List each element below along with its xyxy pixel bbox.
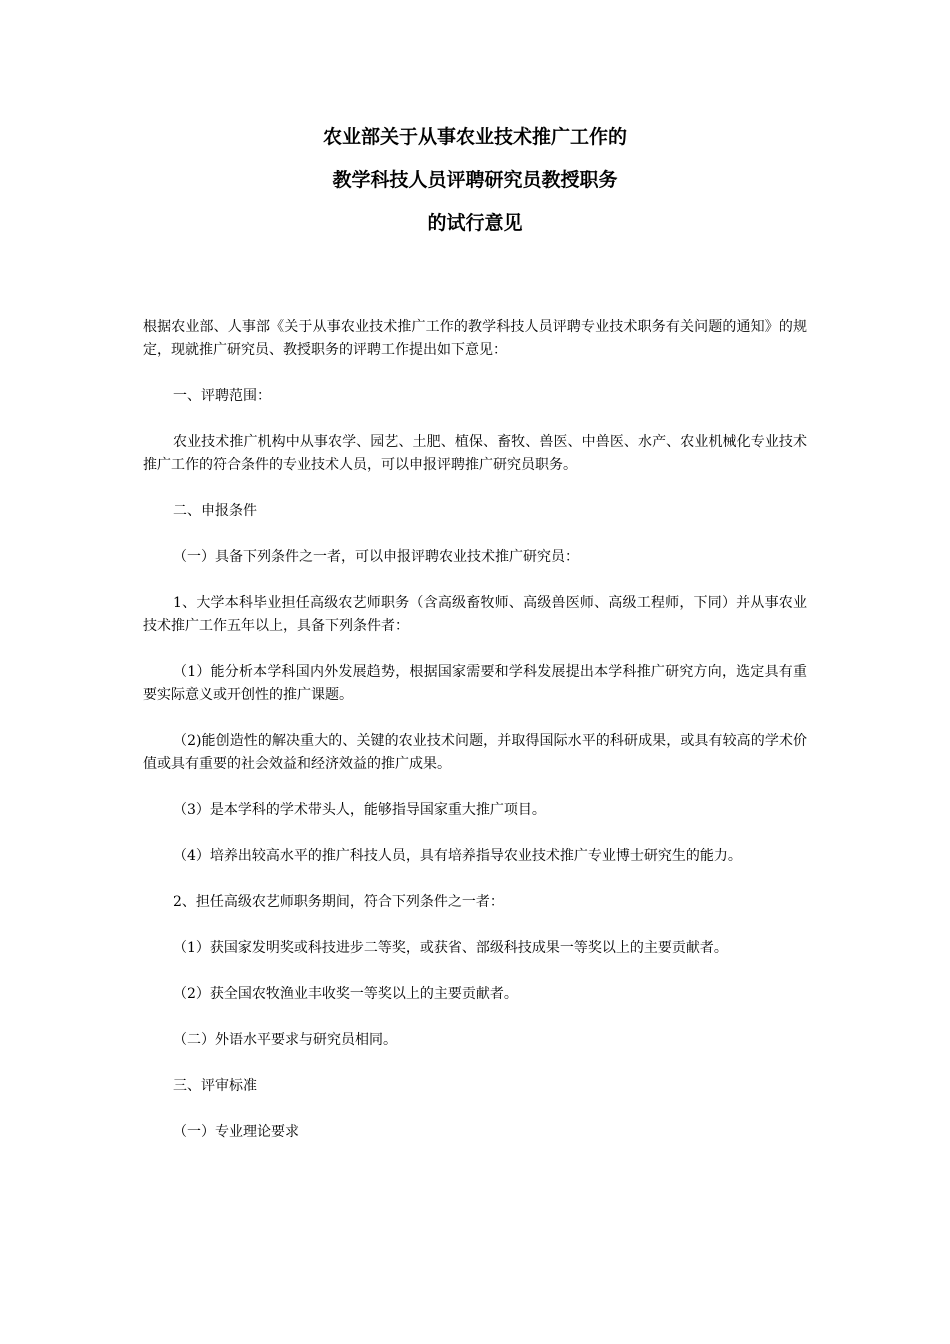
subheading-theory: （一）专业理论要求 <box>173 1124 299 1140</box>
title-line-3: 的试行意见 <box>427 212 523 234</box>
title-line-1: 农业部关于从事农业技术推广工作的 <box>322 126 627 148</box>
document-body <box>143 316 807 1167</box>
paragraph-condition-1-1: （1）能分析本学科国内外发展趋势，根据国家需要和学科发展提出本学科推广研究方向，选定具有重要实际意义或开创性的推广课题。 <box>143 664 807 703</box>
paragraph-condition-1-2: （2)能创造性的解决重大的、关键的农业技术问题，并取得国际水平的科研成果，或具有较高的学术价值或具有重要的社会效益和经济效益的推广成果。 <box>143 733 807 772</box>
paragraph-intro: 根据农业部、人事部《关于从事农业技术推广工作的教学科技人员评聘专业技术职务有关问题的通知》的规定，现就推广研究员、教授职务的评聘工作提出如下意见： <box>143 319 807 358</box>
paragraph-scope: 农业技术推广机构中从事农学、园艺、土肥、植保、畜牧、兽医、中兽医、水产、农业机械化专业技术推广工作的符合条件的专业技术人员，可以申报评聘推广研究员职务。 <box>143 434 807 473</box>
paragraph-condition-2: 2、担任高级农艺师职务期间，符合下列条件之一者： <box>173 894 504 910</box>
paragraph-condition-2-1: （1）获国家发明奖或科技进步二等奖，或获省、部级科技成果一等奖以上的主要贡献者。 <box>173 940 728 956</box>
heading-scope: 一、评聘范围： <box>173 388 271 404</box>
paragraph-language: （二）外语水平要求与研究员相同。 <box>173 1032 397 1048</box>
heading-conditions: 二、申报条件 <box>173 503 257 519</box>
heading-standards: 三、评审标准 <box>173 1078 257 1094</box>
document-title <box>143 116 807 245</box>
paragraph-condition-2-2: （2）获全国农牧渔业丰收奖一等奖以上的主要贡献者。 <box>173 986 518 1002</box>
paragraph-condition-1: 1、大学本科毕业担任高级农艺师职务（含高级畜牧师、高级兽医师、高级工程师，下同）并从事农业技术推广工作五年以上，具备下列条件者： <box>143 595 807 634</box>
subheading-conditions-1: （一）具备下列条件之一者，可以申报评聘农业技术推广研究员： <box>173 549 579 565</box>
paragraph-condition-1-3: （3）是本学科的学术带头人，能够指导国家重大推广项目。 <box>173 802 546 818</box>
paragraph-condition-1-4: （4）培养出较高水平的推广科技人员，具有培养指导农业技术推广专业博士研究生的能力。 <box>173 848 742 864</box>
title-line-2: 教学科技人员评聘研究员教授职务 <box>332 169 618 191</box>
